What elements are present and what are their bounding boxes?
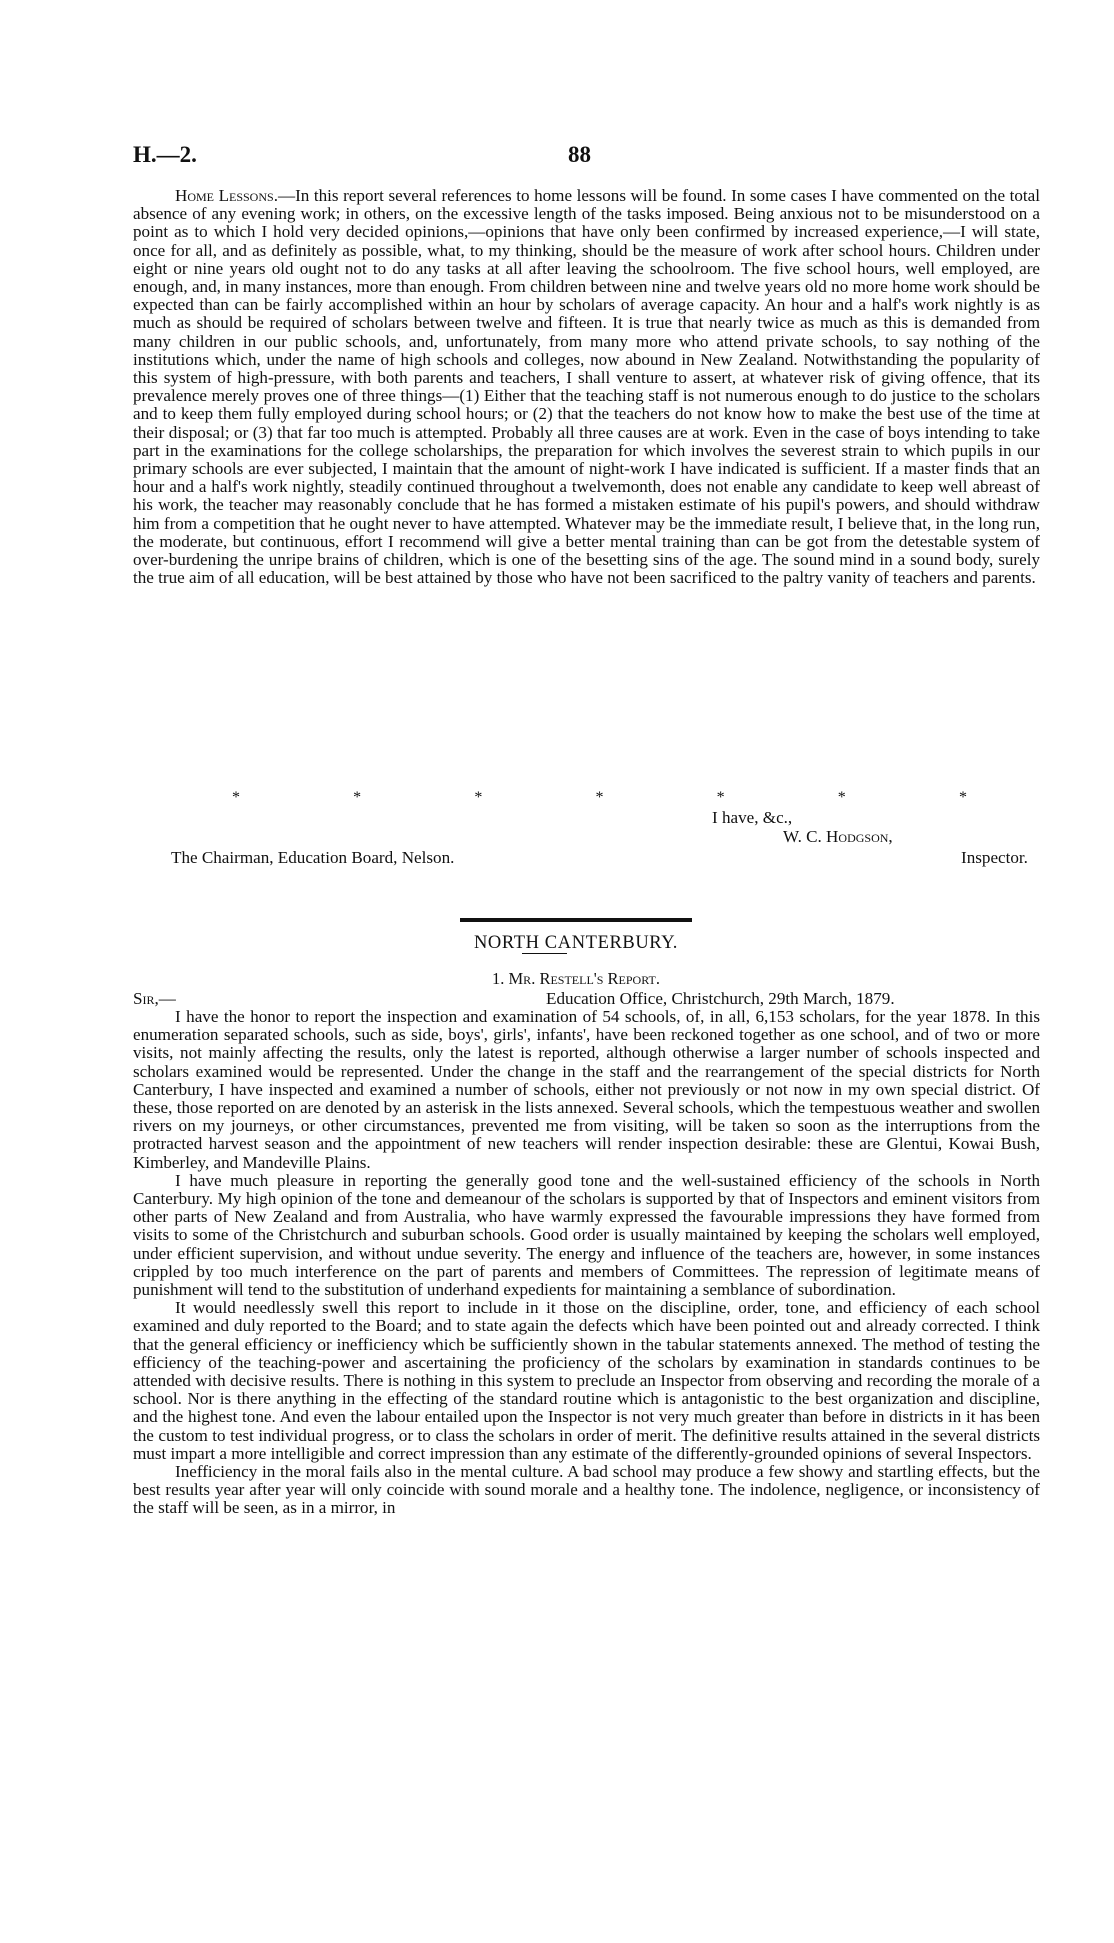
star: * — [958, 789, 967, 806]
series-label: H.—2. — [133, 142, 197, 167]
letter-closing: I have, &c., — [712, 808, 793, 827]
signatory-name: W. C. Hodgson, — [783, 827, 893, 846]
star: * — [474, 789, 483, 806]
addressee: The Chairman, Education Board, Nelson. — [171, 848, 455, 867]
title-underline — [522, 953, 567, 954]
home-lessons-section — [133, 187, 1040, 587]
signatory-title: Inspector. — [961, 848, 1028, 867]
star: * — [595, 789, 604, 806]
report-paragraph: I have the honor to report the inspection and examination of 54 schools, of, in all, 6,153 scholars, for the year 1878. In this enumeration separated schools, such as side, boys', girls', infants', have been reckoned together as one school, and of two or more visits, not mainly affecting the results, only the latest is reported, although otherwise a larger number of schools inspected and scholars examined would be represented. Under the change in the staff and the rearrangement of the special districts for North Canterbury, I have inspected and examined a number of schools, either not previously or not now in my own special district. Of these, those reported on are denoted by an asterisk in the lists annexed. Several schools, which the tempestuous weather and swollen rivers on my journeys, or other circumstances, prevented me from visiting, will be taken so soon as the interruptions from the protracted harvest season and the appointment of new teachers will render inspection desirable: these are Glentui, Kowai Bush, Kimberley, and Mandeville Plains. — [133, 1007, 1040, 1172]
report-paragraph: It would needlessly swell this report to include in it those on the discipline, order, tone, and efficiency of each school examined and duly reported to the Board; and to state again the defects which have been pointed out and already corrected. I think that the general efficiency or inefficiency which be sufficiently shown in the tabular statements annexed. The method of testing the efficiency of the teaching-power and ascertaining the proficiency of the scholars by examination in standards continues to be attended with decisive results. There is nothing in this system to preclude an Inspector from observing and recording the morale of a school. Nor is there anything in the effecting of the standard routine which is antagonistic to the best organization and discipline, and the highest tone. And even the labour entailed upon the Inspector is not very much greater than before in districts in it has been the custom to test individual progress, or to class the scholars in order of merit. The definitive results attained in the several districts must impart a more intelligible and correct impression than any estimate of the differently-grounded opinions of several Inspectors. — [133, 1298, 1040, 1463]
home-lessons-body: —In this report several references to home lessons will be found. In some cases I have commented on the total absence of any evening work; in others, on the excessive length of the tasks imposed. Being anxious not to be misunderstood on a point as to which I hold very decided opinions,—opinions that have only been confirmed by increased experience,—I will state, once for all, and as definitely as possible, what, to my thinking, should be the measure of work after school hours. Children under eight or nine years old ought not to do any tasks at all after leaving the schoolroom. The five school hours, well employed, are enough, and, in many instances, more than enough. From children between nine and twelve years old no more home work should be expected than can be fairly accomplished within an hour by scholars of average capacity. An hour and a half's work nightly is as much as should be required of scholars between twelve and fifteen. It is true that nearly twice as much as this is demanded from many children in our public schools, and, unfortunately, from many more who attend private schools, to say nothing of the institutions which, under the name of high schools and colleges, now abound in New Zealand. Notwithstanding the popularity of this system of high-pressure, with both parents and teachers, I shall venture to assert, at whatever risk of giving offence, that its prevalence merely proves one of three things—(1) Either that the teaching staff is not numerous enough to do justice to the scholars and to keep them fully employed during school hours; or (2) that the teachers do not know how to make the best use of the time at their disposal; or (3) that far too much is attempted. Probably all three causes are at work. Even in the case of boys intending to take part in the examinations for the college scholarships, the preparation for which involves the severest strain to which pupils in our primary schools are ever subjected, I maintain that the amount of night-work I have indicated is sufficient. If a master finds that an hour and a half's work nightly, steadily continued throughout a twelvemonth, does not enable any candidate to keep well abreast of his work, the teacher may reasonably conclude that he has formed a mistaken estimate of his pupil's powers, and should withdraw him from a competition that he ought never to have attempted. Whatever may be the immediate result, I believe that, in the long run, the moderate, but continuous, effort I recommend will give a better mental training than can be got from the detestable system of over-burdening the unripe brains of children, which is one of the besetting sins of the age. The sound mind in a sound body, surely the true aim of all education, will be best attained by those who have not been sacrificed to the paltry vanity of teachers and parents. — [133, 186, 1040, 588]
salutation: Sir,— — [133, 989, 176, 1008]
ellipsis-stars — [232, 789, 967, 807]
page-number: 88 — [568, 142, 591, 167]
home-lessons-heading: Home Lessons. — [175, 186, 278, 205]
star: * — [232, 789, 240, 806]
report-body — [133, 1008, 1040, 1518]
star: * — [716, 789, 725, 806]
home-lessons-paragraph — [133, 187, 1040, 587]
section-title: NORTH CANTERBURY. — [473, 933, 679, 953]
star: * — [837, 789, 846, 806]
dateline: Education Office, Christchurch, 29th March, 1879. — [546, 989, 895, 1008]
star: * — [353, 789, 362, 806]
section-divider — [460, 918, 692, 922]
report-subtitle: 1. Mr. Restell's Report. — [492, 969, 660, 988]
report-paragraph: Inefficiency in the moral fails also in the mental culture. A bad school may produce a few showy and startling effects, but the best results year after year will only coincide with sound morale and a healthy tone. The indolence, negligence, or inconsistency of the staff will be seen, as in a mirror, in — [133, 1462, 1040, 1518]
report-paragraph: I have much pleasure in reporting the generally good tone and the well-sustained efficiency of the schools in North Canterbury. My high opinion of the tone and demeanour of the scholars is supported by that of Inspectors and eminent visitors from other parts of New Zealand and from Australia, who have warmly expressed the favourable impressions they have formed from visits to some of the Christchurch and suburban schools. Good order is usually maintained by keeping the scholars well employed, under efficient supervision, and without undue severity. The energy and influence of the teachers are, however, in some instances crippled by too much interference on the part of parents and members of Committees. The repression of legitimate means of punishment will tend to the substitution of underhand expedients for maintaining a semblance of subordination. — [133, 1170, 1040, 1300]
